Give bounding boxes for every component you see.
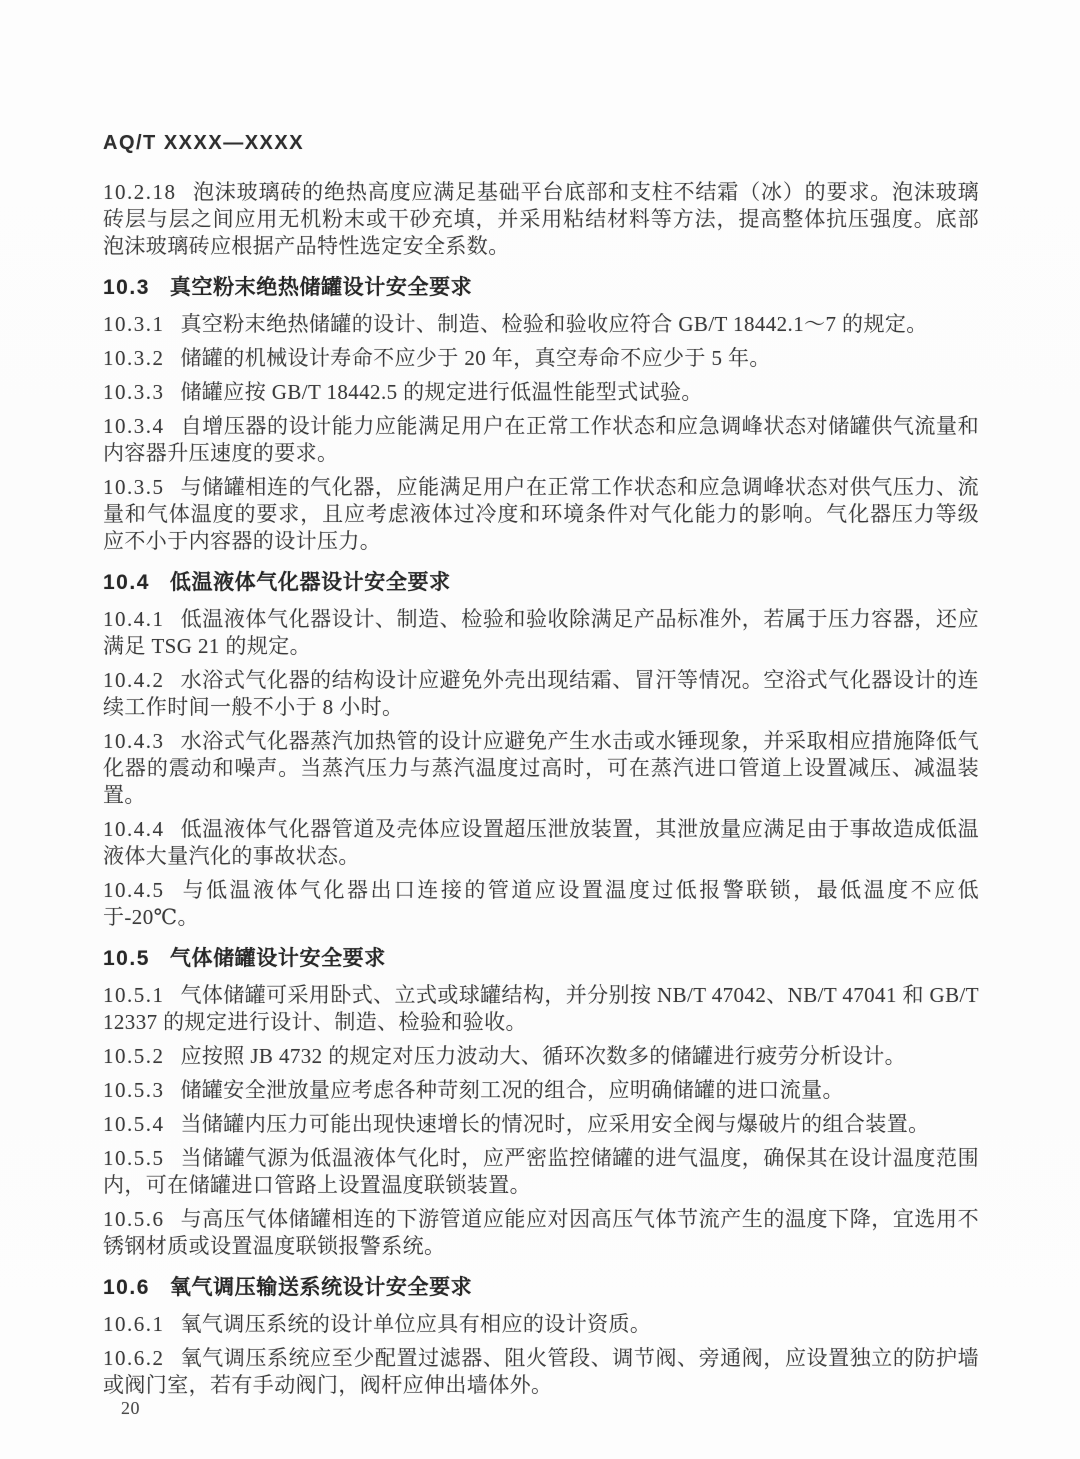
clause-text: 应按照 JB 4732 的规定对压力波动大、循环次数多的储罐进行疲劳分析设计。	[180, 1044, 907, 1068]
section-heading	[103, 569, 979, 596]
clause-text: 低温液体气化器设计、制造、检验和验收除满足产品标准外，若属于压力容器，还应满足 TSG 21 的规定。	[103, 607, 979, 658]
section-number: 10.4	[103, 571, 150, 594]
section-number: 10.6	[103, 1276, 150, 1299]
clause-number: 10.5.5	[103, 1146, 165, 1170]
clause-text: 水浴式气化器蒸汽加热管的设计应避免产生水击或水锤现象，并采取相应措施降低气化器的震动和噪声。当蒸汽压力与蒸汽温度过高时，可在蒸汽进口管道上设置减压、减温装置。	[103, 729, 979, 807]
clause-text: 泡沫玻璃砖的绝热高度应满足基础平台底部和支柱不结霜（冰）的要求。泡沫玻璃砖层与层之间应用无机粉末或干砂充填，并采用粘结材料等方法，提高整体抗压强度。底部泡沫玻璃砖应根据产品特性选定安全系数。	[103, 180, 979, 258]
clause-text: 与低温液体气化器出口连接的管道应设置温度过低报警联锁，最低温度不应低于-20℃。	[103, 878, 979, 929]
page-number: 20	[121, 1398, 140, 1418]
clause-paragraph	[103, 345, 979, 372]
clause-paragraph	[103, 1311, 979, 1338]
clause-paragraph	[103, 982, 979, 1036]
clause-number: 10.4.5	[103, 878, 165, 902]
clause-paragraph	[103, 667, 979, 721]
clause-paragraph	[103, 1145, 979, 1199]
clause-number: 10.4.3	[103, 729, 165, 753]
clause-paragraph	[103, 474, 979, 555]
clause-text: 当储罐内压力可能出现快速增长的情况时，应采用安全阀与爆破片的组合装置。	[180, 1112, 930, 1136]
clause-text: 储罐安全泄放量应考虑各种苛刻工况的组合，应明确储罐的进口流量。	[180, 1078, 844, 1102]
clause-number: 10.5.2	[103, 1044, 165, 1068]
clause-text: 氧气调压系统应至少配置过滤器、阻火管段、调节阀、旁通阀，应设置独立的防护墙或阀门室，若有手动阀门，阀杆应伸出墙体外。	[103, 1346, 979, 1397]
clause-number: 10.6.2	[103, 1346, 165, 1370]
clause-number: 10.4.4	[103, 817, 165, 841]
clause-text: 与高压气体储罐相连的下游管道应能应对因高压气体节流产生的温度下降，宜选用不锈钢材质或设置温度联锁报警系统。	[103, 1207, 979, 1258]
clause-paragraph	[103, 1077, 979, 1104]
clause-number: 10.5.3	[103, 1078, 165, 1102]
clause-number: 10.3.5	[103, 475, 165, 499]
clause-number: 10.3.3	[103, 380, 165, 404]
section-heading	[103, 274, 979, 301]
section-title: 气体储罐设计安全要求	[169, 947, 386, 970]
clause-number: 10.6.1	[103, 1312, 165, 1336]
section-title: 氧气调压输送系统设计安全要求	[169, 1276, 473, 1299]
clause-number: 10.5.1	[103, 983, 165, 1007]
clause-number: 10.3.1	[103, 312, 165, 336]
standard-number-header: AQ/T XXXX—XXXX	[103, 132, 305, 154]
clause-text: 当储罐气源为低温液体气化时，应严密监控储罐的进气温度，确保其在设计温度范围内，可在储罐进口管路上设置温度联锁装置。	[103, 1146, 979, 1197]
clause-number: 10.4.1	[103, 607, 165, 631]
clause-paragraph	[103, 1111, 979, 1138]
clause-text: 氧气调压系统的设计单位应具有相应的设计资质。	[180, 1312, 652, 1336]
clause-text: 与储罐相连的气化器，应能满足用户在正常工作状态和应急调峰状态对供气压力、流量和气体温度的要求，且应考虑液体过冷度和环境条件对气化能力的影响。气化器压力等级应不小于内容器的设计压力。	[103, 475, 979, 553]
clause-number: 10.2.18	[103, 180, 177, 204]
clause-text: 水浴式气化器的结构设计应避免外壳出现结霜、冒汗等情况。空浴式气化器设计的连续工作时间一般不小于 8 小时。	[103, 668, 979, 719]
clause-text: 储罐的机械设计寿命不应少于 20 年，真空寿命不应少于 5 年。	[180, 346, 771, 370]
clause-paragraph	[103, 728, 979, 809]
document-content	[103, 132, 979, 1406]
section-number: 10.3	[103, 276, 150, 299]
clause-number: 10.5.6	[103, 1207, 165, 1231]
clause-number: 10.3.2	[103, 346, 165, 370]
clause-number: 10.4.2	[103, 668, 165, 692]
clause-text: 低温液体气化器管道及壳体应设置超压泄放装置，其泄放量应满足由于事故造成低温液体大量汽化的事故状态。	[103, 817, 979, 868]
clause-paragraph	[103, 877, 979, 931]
clause-paragraph	[103, 1206, 979, 1260]
clause-paragraph	[103, 179, 979, 260]
clause-paragraph	[103, 379, 979, 406]
clause-paragraph	[103, 816, 979, 870]
clause-paragraph	[103, 606, 979, 660]
clause-paragraph	[103, 1043, 979, 1070]
clause-text: 气体储罐可采用卧式、立式或球罐结构，并分别按 NB/T 47042、NB/T 47041 和 GB/T 12337 的规定进行设计、制造、检验和验收。	[103, 983, 979, 1034]
clause-paragraph	[103, 1345, 979, 1399]
section-title: 低温液体气化器设计安全要求	[169, 571, 451, 594]
document-body	[103, 179, 979, 1399]
clause-paragraph	[103, 311, 979, 338]
clause-text: 真空粉末绝热储罐的设计、制造、检验和验收应符合 GB/T 18442.1～7 的规定。	[180, 312, 928, 336]
clause-text: 储罐应按 GB/T 18442.5 的规定进行低温性能型式试验。	[180, 380, 703, 404]
clause-number: 10.3.4	[103, 414, 165, 438]
section-heading	[103, 1274, 979, 1301]
clause-paragraph	[103, 413, 979, 467]
section-number: 10.5	[103, 947, 150, 970]
section-title: 真空粉末绝热储罐设计安全要求	[169, 276, 473, 299]
section-heading	[103, 945, 979, 972]
clause-text: 自增压器的设计能力应能满足用户在正常工作状态和应急调峰状态对储罐供气流量和内容器升压速度的要求。	[103, 414, 979, 465]
clause-number: 10.5.4	[103, 1112, 165, 1136]
